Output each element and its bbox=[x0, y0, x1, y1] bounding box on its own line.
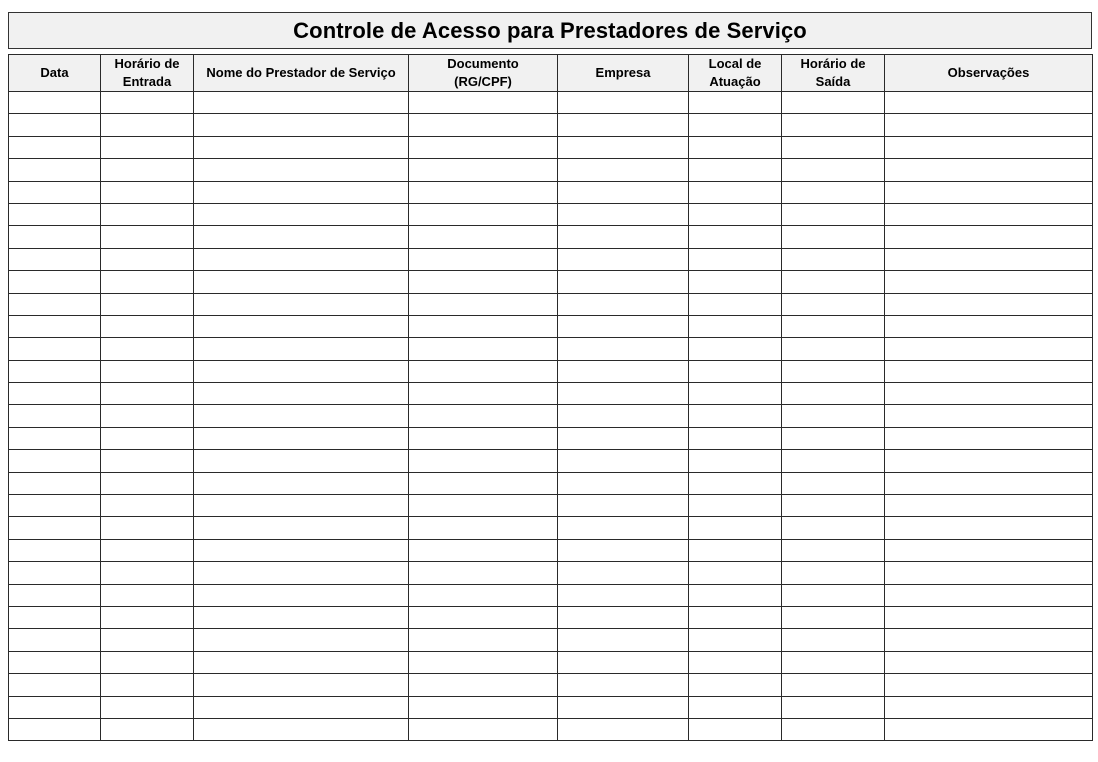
cell-nome-prestador[interactable] bbox=[194, 114, 409, 136]
cell-observacoes[interactable] bbox=[885, 696, 1093, 718]
cell-data[interactable] bbox=[9, 674, 101, 696]
cell-data[interactable] bbox=[9, 651, 101, 673]
cell-empresa[interactable] bbox=[558, 383, 689, 405]
cell-observacoes[interactable] bbox=[885, 293, 1093, 315]
cell-documento[interactable] bbox=[409, 584, 558, 606]
cell-observacoes[interactable] bbox=[885, 495, 1093, 517]
cell-local-atuacao[interactable] bbox=[689, 427, 782, 449]
table-row bbox=[9, 606, 1093, 628]
cell-nome-prestador[interactable] bbox=[194, 159, 409, 181]
cell-observacoes[interactable] bbox=[885, 338, 1093, 360]
cell-nome-prestador[interactable] bbox=[194, 181, 409, 203]
table-row bbox=[9, 495, 1093, 517]
table-row bbox=[9, 472, 1093, 494]
cell-documento[interactable] bbox=[409, 450, 558, 472]
cell-observacoes[interactable] bbox=[885, 517, 1093, 539]
cell-local-atuacao[interactable] bbox=[689, 271, 782, 293]
cell-local-atuacao[interactable] bbox=[689, 696, 782, 718]
cell-local-atuacao[interactable] bbox=[689, 114, 782, 136]
cell-nome-prestador[interactable] bbox=[194, 92, 409, 114]
column-header-documento: Documento (RG/CPF) bbox=[409, 55, 558, 92]
cell-data[interactable] bbox=[9, 114, 101, 136]
cell-nome-prestador[interactable] bbox=[194, 203, 409, 225]
column-header-local-atuacao: Local de Atuação bbox=[689, 55, 782, 92]
cell-horario-entrada[interactable] bbox=[101, 226, 194, 248]
cell-documento[interactable] bbox=[409, 629, 558, 651]
cell-horario-entrada[interactable] bbox=[101, 562, 194, 584]
cell-nome-prestador[interactable] bbox=[194, 226, 409, 248]
cell-empresa[interactable] bbox=[558, 248, 689, 270]
cell-horario-saida[interactable] bbox=[782, 159, 885, 181]
cell-horario-entrada[interactable] bbox=[101, 338, 194, 360]
cell-data[interactable] bbox=[9, 248, 101, 270]
cell-nome-prestador[interactable] bbox=[194, 651, 409, 673]
table-row bbox=[9, 383, 1093, 405]
table-header-row bbox=[9, 55, 1093, 92]
document-title: Controle de Acesso para Prestadores de Serviço bbox=[293, 17, 807, 43]
cell-horario-entrada[interactable] bbox=[101, 383, 194, 405]
cell-horario-entrada[interactable] bbox=[101, 539, 194, 561]
cell-empresa[interactable] bbox=[558, 338, 689, 360]
cell-data[interactable] bbox=[9, 606, 101, 628]
cell-horario-saida[interactable] bbox=[782, 696, 885, 718]
cell-local-atuacao[interactable] bbox=[689, 606, 782, 628]
cell-documento[interactable] bbox=[409, 136, 558, 158]
cell-horario-entrada[interactable] bbox=[101, 450, 194, 472]
cell-horario-saida[interactable] bbox=[782, 203, 885, 225]
cell-horario-entrada[interactable] bbox=[101, 181, 194, 203]
cell-local-atuacao[interactable] bbox=[689, 495, 782, 517]
cell-local-atuacao[interactable] bbox=[689, 517, 782, 539]
cell-local-atuacao[interactable] bbox=[689, 674, 782, 696]
cell-horario-saida[interactable] bbox=[782, 383, 885, 405]
table-row bbox=[9, 405, 1093, 427]
table-row bbox=[9, 159, 1093, 181]
cell-data[interactable] bbox=[9, 696, 101, 718]
cell-empresa[interactable] bbox=[558, 450, 689, 472]
cell-nome-prestador[interactable] bbox=[194, 360, 409, 382]
cell-documento[interactable] bbox=[409, 517, 558, 539]
cell-local-atuacao[interactable] bbox=[689, 584, 782, 606]
cell-nome-prestador[interactable] bbox=[194, 606, 409, 628]
cell-empresa[interactable] bbox=[558, 495, 689, 517]
cell-data[interactable] bbox=[9, 517, 101, 539]
cell-empresa[interactable] bbox=[558, 114, 689, 136]
cell-horario-saida[interactable] bbox=[782, 293, 885, 315]
cell-local-atuacao[interactable] bbox=[689, 718, 782, 740]
cell-observacoes[interactable] bbox=[885, 472, 1093, 494]
cell-local-atuacao[interactable] bbox=[689, 338, 782, 360]
cell-empresa[interactable] bbox=[558, 606, 689, 628]
cell-nome-prestador[interactable] bbox=[194, 383, 409, 405]
cell-documento[interactable] bbox=[409, 293, 558, 315]
cell-local-atuacao[interactable] bbox=[689, 181, 782, 203]
table-row bbox=[9, 114, 1093, 136]
cell-observacoes[interactable] bbox=[885, 136, 1093, 158]
cell-horario-entrada[interactable] bbox=[101, 696, 194, 718]
cell-data[interactable] bbox=[9, 427, 101, 449]
table-row bbox=[9, 517, 1093, 539]
cell-documento[interactable] bbox=[409, 181, 558, 203]
cell-horario-entrada[interactable] bbox=[101, 114, 194, 136]
cell-data[interactable] bbox=[9, 338, 101, 360]
cell-data[interactable] bbox=[9, 472, 101, 494]
cell-data[interactable] bbox=[9, 562, 101, 584]
cell-horario-saida[interactable] bbox=[782, 606, 885, 628]
cell-empresa[interactable] bbox=[558, 136, 689, 158]
table-row bbox=[9, 92, 1093, 114]
cell-horario-saida[interactable] bbox=[782, 651, 885, 673]
cell-observacoes[interactable] bbox=[885, 271, 1093, 293]
cell-nome-prestador[interactable] bbox=[194, 495, 409, 517]
table-row bbox=[9, 450, 1093, 472]
cell-data[interactable] bbox=[9, 405, 101, 427]
table-row bbox=[9, 718, 1093, 740]
cell-local-atuacao[interactable] bbox=[689, 136, 782, 158]
table-row bbox=[9, 629, 1093, 651]
cell-nome-prestador[interactable] bbox=[194, 405, 409, 427]
cell-horario-entrada[interactable] bbox=[101, 315, 194, 337]
cell-horario-entrada[interactable] bbox=[101, 495, 194, 517]
cell-documento[interactable] bbox=[409, 383, 558, 405]
cell-observacoes[interactable] bbox=[885, 114, 1093, 136]
cell-empresa[interactable] bbox=[558, 539, 689, 561]
cell-horario-entrada[interactable] bbox=[101, 584, 194, 606]
cell-documento[interactable] bbox=[409, 315, 558, 337]
column-header-empresa: Empresa bbox=[558, 55, 689, 92]
cell-empresa[interactable] bbox=[558, 405, 689, 427]
table-row bbox=[9, 338, 1093, 360]
cell-horario-saida[interactable] bbox=[782, 136, 885, 158]
cell-horario-saida[interactable] bbox=[782, 562, 885, 584]
cell-observacoes[interactable] bbox=[885, 674, 1093, 696]
cell-horario-saida[interactable] bbox=[782, 92, 885, 114]
cell-horario-saida[interactable] bbox=[782, 360, 885, 382]
cell-empresa[interactable] bbox=[558, 271, 689, 293]
cell-horario-entrada[interactable] bbox=[101, 293, 194, 315]
cell-observacoes[interactable] bbox=[885, 92, 1093, 114]
cell-empresa[interactable] bbox=[558, 181, 689, 203]
cell-observacoes[interactable] bbox=[885, 606, 1093, 628]
cell-horario-saida[interactable] bbox=[782, 405, 885, 427]
cell-documento[interactable] bbox=[409, 92, 558, 114]
cell-horario-entrada[interactable] bbox=[101, 606, 194, 628]
cell-empresa[interactable] bbox=[558, 674, 689, 696]
cell-data[interactable] bbox=[9, 136, 101, 158]
cell-data[interactable] bbox=[9, 360, 101, 382]
cell-horario-saida[interactable] bbox=[782, 584, 885, 606]
cell-nome-prestador[interactable] bbox=[194, 517, 409, 539]
cell-data[interactable] bbox=[9, 383, 101, 405]
cell-empresa[interactable] bbox=[558, 696, 689, 718]
cell-documento[interactable] bbox=[409, 226, 558, 248]
cell-horario-saida[interactable] bbox=[782, 181, 885, 203]
cell-documento[interactable] bbox=[409, 271, 558, 293]
cell-documento[interactable] bbox=[409, 539, 558, 561]
cell-documento[interactable] bbox=[409, 696, 558, 718]
cell-nome-prestador[interactable] bbox=[194, 450, 409, 472]
cell-horario-saida[interactable] bbox=[782, 472, 885, 494]
cell-nome-prestador[interactable] bbox=[194, 315, 409, 337]
cell-empresa[interactable] bbox=[558, 629, 689, 651]
cell-nome-prestador[interactable] bbox=[194, 562, 409, 584]
cell-horario-saida[interactable] bbox=[782, 718, 885, 740]
cell-documento[interactable] bbox=[409, 114, 558, 136]
cell-observacoes[interactable] bbox=[885, 248, 1093, 270]
column-header-observacoes: Observações bbox=[885, 55, 1093, 92]
cell-empresa[interactable] bbox=[558, 226, 689, 248]
cell-documento[interactable] bbox=[409, 360, 558, 382]
cell-horario-entrada[interactable] bbox=[101, 629, 194, 651]
cell-horario-entrada[interactable] bbox=[101, 472, 194, 494]
cell-observacoes[interactable] bbox=[885, 427, 1093, 449]
cell-data[interactable] bbox=[9, 181, 101, 203]
cell-empresa[interactable] bbox=[558, 293, 689, 315]
cell-documento[interactable] bbox=[409, 203, 558, 225]
table-row bbox=[9, 562, 1093, 584]
cell-data[interactable] bbox=[9, 315, 101, 337]
cell-nome-prestador[interactable] bbox=[194, 629, 409, 651]
cell-documento[interactable] bbox=[409, 562, 558, 584]
cell-observacoes[interactable] bbox=[885, 360, 1093, 382]
cell-horario-saida[interactable] bbox=[782, 450, 885, 472]
cell-local-atuacao[interactable] bbox=[689, 360, 782, 382]
cell-documento[interactable] bbox=[409, 495, 558, 517]
table-row bbox=[9, 271, 1093, 293]
column-header-horario-entrada: Horário de Entrada bbox=[101, 55, 194, 92]
cell-nome-prestador[interactable] bbox=[194, 472, 409, 494]
cell-local-atuacao[interactable] bbox=[689, 562, 782, 584]
cell-data[interactable] bbox=[9, 293, 101, 315]
cell-observacoes[interactable] bbox=[885, 383, 1093, 405]
cell-data[interactable] bbox=[9, 271, 101, 293]
table-row bbox=[9, 674, 1093, 696]
cell-horario-entrada[interactable] bbox=[101, 271, 194, 293]
cell-local-atuacao[interactable] bbox=[689, 472, 782, 494]
cell-nome-prestador[interactable] bbox=[194, 674, 409, 696]
cell-observacoes[interactable] bbox=[885, 718, 1093, 740]
cell-local-atuacao[interactable] bbox=[689, 92, 782, 114]
title-box bbox=[8, 12, 1092, 49]
cell-nome-prestador[interactable] bbox=[194, 293, 409, 315]
cell-local-atuacao[interactable] bbox=[689, 539, 782, 561]
cell-data[interactable] bbox=[9, 203, 101, 225]
table-row bbox=[9, 539, 1093, 561]
access-log-table bbox=[8, 54, 1093, 741]
cell-data[interactable] bbox=[9, 539, 101, 561]
cell-horario-entrada[interactable] bbox=[101, 136, 194, 158]
table-row bbox=[9, 360, 1093, 382]
column-header-horario-saida: Horário de Saída bbox=[782, 55, 885, 92]
cell-horario-saida[interactable] bbox=[782, 629, 885, 651]
cell-observacoes[interactable] bbox=[885, 203, 1093, 225]
cell-data[interactable] bbox=[9, 159, 101, 181]
cell-documento[interactable] bbox=[409, 718, 558, 740]
cell-horario-entrada[interactable] bbox=[101, 360, 194, 382]
cell-local-atuacao[interactable] bbox=[689, 159, 782, 181]
cell-observacoes[interactable] bbox=[885, 181, 1093, 203]
cell-observacoes[interactable] bbox=[885, 159, 1093, 181]
cell-documento[interactable] bbox=[409, 159, 558, 181]
cell-nome-prestador[interactable] bbox=[194, 338, 409, 360]
cell-local-atuacao[interactable] bbox=[689, 405, 782, 427]
cell-empresa[interactable] bbox=[558, 472, 689, 494]
cell-empresa[interactable] bbox=[558, 427, 689, 449]
cell-horario-entrada[interactable] bbox=[101, 517, 194, 539]
table-row bbox=[9, 315, 1093, 337]
cell-empresa[interactable] bbox=[558, 517, 689, 539]
table-row bbox=[9, 203, 1093, 225]
cell-data[interactable] bbox=[9, 584, 101, 606]
cell-horario-entrada[interactable] bbox=[101, 718, 194, 740]
cell-horario-entrada[interactable] bbox=[101, 248, 194, 270]
cell-empresa[interactable] bbox=[558, 203, 689, 225]
cell-documento[interactable] bbox=[409, 427, 558, 449]
table-row bbox=[9, 427, 1093, 449]
cell-empresa[interactable] bbox=[558, 562, 689, 584]
cell-documento[interactable] bbox=[409, 472, 558, 494]
cell-documento[interactable] bbox=[409, 338, 558, 360]
table-row bbox=[9, 696, 1093, 718]
cell-empresa[interactable] bbox=[558, 92, 689, 114]
cell-local-atuacao[interactable] bbox=[689, 629, 782, 651]
cell-observacoes[interactable] bbox=[885, 651, 1093, 673]
cell-documento[interactable] bbox=[409, 405, 558, 427]
cell-horario-saida[interactable] bbox=[782, 495, 885, 517]
cell-observacoes[interactable] bbox=[885, 539, 1093, 561]
cell-observacoes[interactable] bbox=[885, 450, 1093, 472]
cell-documento[interactable] bbox=[409, 248, 558, 270]
cell-observacoes[interactable] bbox=[885, 226, 1093, 248]
cell-nome-prestador[interactable] bbox=[194, 248, 409, 270]
cell-horario-entrada[interactable] bbox=[101, 92, 194, 114]
cell-observacoes[interactable] bbox=[885, 629, 1093, 651]
cell-horario-entrada[interactable] bbox=[101, 651, 194, 673]
cell-horario-saida[interactable] bbox=[782, 315, 885, 337]
cell-documento[interactable] bbox=[409, 606, 558, 628]
cell-horario-entrada[interactable] bbox=[101, 427, 194, 449]
table-row bbox=[9, 293, 1093, 315]
cell-horario-entrada[interactable] bbox=[101, 674, 194, 696]
cell-data[interactable] bbox=[9, 226, 101, 248]
cell-nome-prestador[interactable] bbox=[194, 427, 409, 449]
table-row bbox=[9, 584, 1093, 606]
cell-nome-prestador[interactable] bbox=[194, 136, 409, 158]
cell-data[interactable] bbox=[9, 92, 101, 114]
cell-nome-prestador[interactable] bbox=[194, 271, 409, 293]
cell-empresa[interactable] bbox=[558, 651, 689, 673]
cell-local-atuacao[interactable] bbox=[689, 383, 782, 405]
cell-horario-entrada[interactable] bbox=[101, 405, 194, 427]
cell-empresa[interactable] bbox=[558, 159, 689, 181]
cell-data[interactable] bbox=[9, 718, 101, 740]
cell-empresa[interactable] bbox=[558, 315, 689, 337]
cell-nome-prestador[interactable] bbox=[194, 696, 409, 718]
cell-nome-prestador[interactable] bbox=[194, 539, 409, 561]
table-row bbox=[9, 181, 1093, 203]
cell-horario-saida[interactable] bbox=[782, 517, 885, 539]
cell-observacoes[interactable] bbox=[885, 315, 1093, 337]
cell-horario-entrada[interactable] bbox=[101, 203, 194, 225]
cell-horario-entrada[interactable] bbox=[101, 159, 194, 181]
cell-observacoes[interactable] bbox=[885, 584, 1093, 606]
cell-documento[interactable] bbox=[409, 651, 558, 673]
cell-data[interactable] bbox=[9, 495, 101, 517]
cell-data[interactable] bbox=[9, 450, 101, 472]
column-header-data: Data bbox=[9, 55, 101, 92]
table-body bbox=[9, 92, 1093, 741]
table-row bbox=[9, 136, 1093, 158]
cell-local-atuacao[interactable] bbox=[689, 293, 782, 315]
cell-local-atuacao[interactable] bbox=[689, 315, 782, 337]
cell-horario-saida[interactable] bbox=[782, 226, 885, 248]
cell-documento[interactable] bbox=[409, 674, 558, 696]
cell-empresa[interactable] bbox=[558, 718, 689, 740]
cell-horario-saida[interactable] bbox=[782, 271, 885, 293]
cell-horario-saida[interactable] bbox=[782, 427, 885, 449]
column-header-nome-prestador: Nome do Prestador de Serviço bbox=[194, 55, 409, 92]
cell-local-atuacao[interactable] bbox=[689, 248, 782, 270]
cell-empresa[interactable] bbox=[558, 360, 689, 382]
cell-observacoes[interactable] bbox=[885, 562, 1093, 584]
table-row bbox=[9, 651, 1093, 673]
cell-horario-saida[interactable] bbox=[782, 248, 885, 270]
cell-observacoes[interactable] bbox=[885, 405, 1093, 427]
cell-local-atuacao[interactable] bbox=[689, 203, 782, 225]
table-row bbox=[9, 226, 1093, 248]
cell-local-atuacao[interactable] bbox=[689, 226, 782, 248]
cell-horario-saida[interactable] bbox=[782, 539, 885, 561]
cell-empresa[interactable] bbox=[558, 584, 689, 606]
cell-horario-saida[interactable] bbox=[782, 114, 885, 136]
cell-nome-prestador[interactable] bbox=[194, 584, 409, 606]
cell-data[interactable] bbox=[9, 629, 101, 651]
table-row bbox=[9, 248, 1093, 270]
cell-nome-prestador[interactable] bbox=[194, 718, 409, 740]
cell-local-atuacao[interactable] bbox=[689, 651, 782, 673]
cell-horario-saida[interactable] bbox=[782, 674, 885, 696]
cell-local-atuacao[interactable] bbox=[689, 450, 782, 472]
cell-horario-saida[interactable] bbox=[782, 338, 885, 360]
